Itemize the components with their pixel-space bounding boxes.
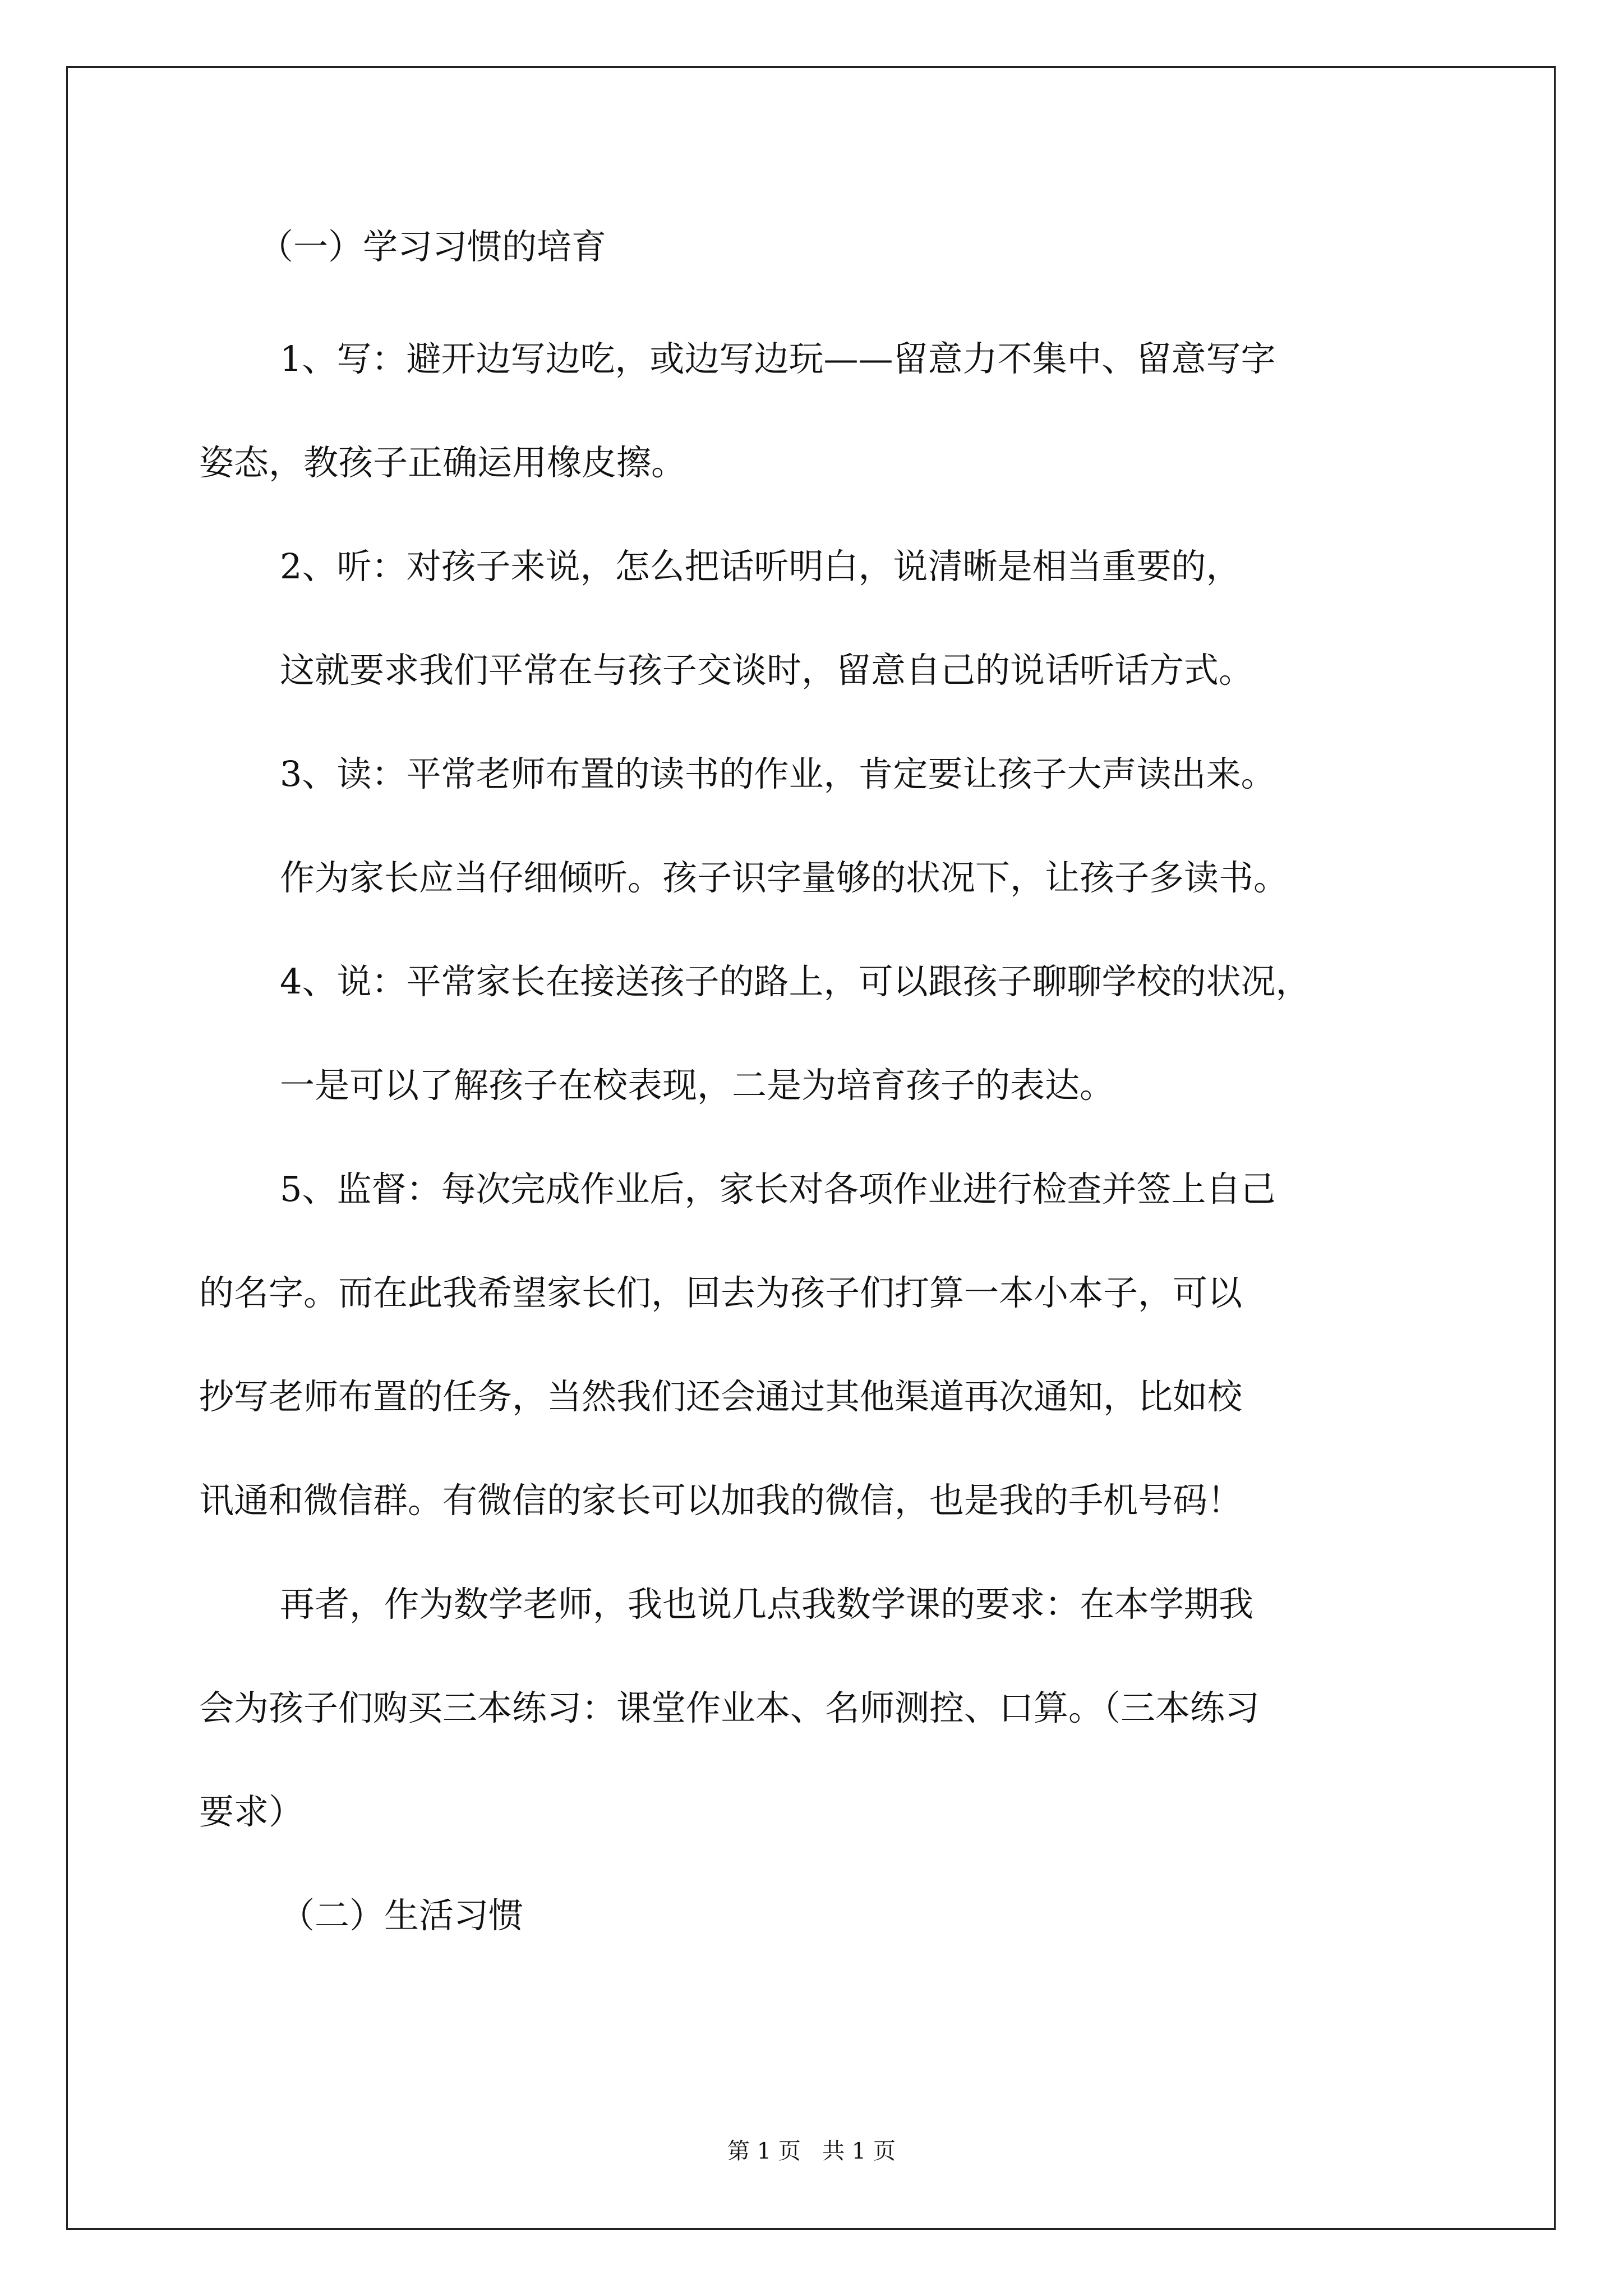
paragraph-line: 2、听：对孩子来说，怎么把话听明白，说清晰是相当重要的， xyxy=(280,546,1241,587)
paragraph-line: 1、写：避开边写边吃，或边写边玩——留意力不集中、留意写字 xyxy=(280,338,1276,379)
paragraph-line: 讯通和微信群。有微信的家长可以加我的微信，也是我的手机号码！ xyxy=(199,1480,1243,1521)
paragraph-line: 要求） xyxy=(199,1791,304,1832)
paragraph-line: 一是可以了解孩子在校表现，二是为培育孩子的表达。 xyxy=(280,1065,1115,1106)
paragraph-line: 再者，作为数学老师，我也说几点我数学课的要求：在本学期我 xyxy=(280,1584,1254,1625)
page-number-footer: 第 1 页 共 1 页 xyxy=(727,2138,896,2164)
paragraph-line: 这就要求我们平常在与孩子交谈时，留意自己的说话听话方式。 xyxy=(280,650,1254,691)
paragraph-line: 的名字。而在此我希望家长们，回去为孩子们打算一本小本子，可以 xyxy=(199,1272,1243,1313)
paragraph-line: 5、监督：每次完成作业后，家长对各项作业进行检查并签上自己 xyxy=(280,1168,1276,1209)
paragraph-line: 抄写老师布置的任务，当然我们还会通过其他渠道再次通知，比如校 xyxy=(199,1376,1243,1417)
paragraph-line: 姿态，教孩子正确运用橡皮擦。 xyxy=(199,442,686,483)
paragraph-line: 3、读：平常老师布置的读书的作业，肯定要让孩子大声读出来。 xyxy=(280,753,1276,794)
section-heading-study-habits: （一）学习习惯的培育 xyxy=(259,226,607,267)
paragraph-line: 4、说：平常家长在接送孩子的路上，可以跟孩子聊聊学校的状况， xyxy=(280,961,1311,1002)
section-heading-life-habits: （二）生活习惯 xyxy=(280,1895,524,1936)
paragraph-line: 作为家长应当仔细倾听。孩子识字量够的状况下，让孩子多读书。 xyxy=(280,857,1289,898)
paragraph-line: 会为孩子们购买三本练习：课堂作业本、名师测控、口算。（三本练习 xyxy=(199,1687,1260,1728)
